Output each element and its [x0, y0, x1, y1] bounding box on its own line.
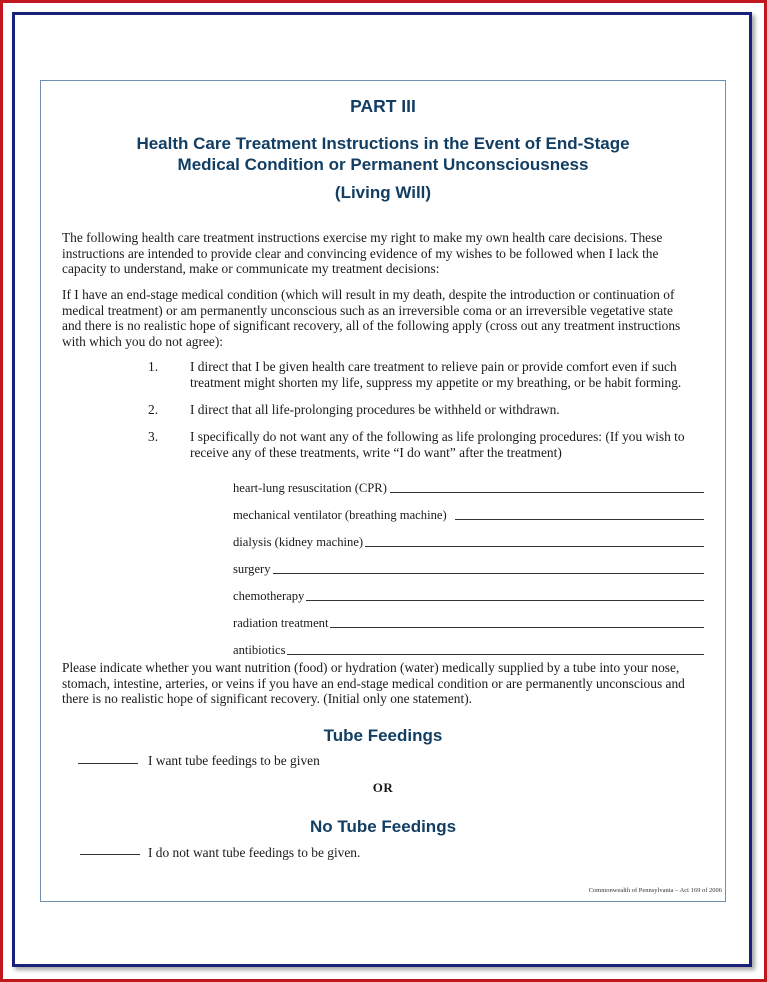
treatment-entry-line[interactable] — [365, 546, 704, 547]
conditions-line: with which you do not agree): — [62, 333, 224, 349]
treatment-row — [233, 523, 704, 550]
instruction-line: receive any of these treatments, write “I do want” after the treatment) — [190, 444, 562, 460]
tube-feedings-heading: Tube Feedings — [323, 726, 443, 745]
intro-paragraph — [62, 230, 722, 277]
treatment-entry-line[interactable] — [390, 492, 704, 493]
nutrition-line: Please indicate whether you want nutrition (food) or hydration (water) medically supplied by a tube into your nose, — [62, 660, 680, 675]
instruction-line: I direct that I be given health care treatment to relieve pain or provide comfort even if such — [190, 359, 677, 374]
no-tube-feedings-heading: No Tube Feedings — [309, 817, 457, 836]
title-line-2: Medical Condition or Permanent Unconsciousness — [177, 155, 589, 174]
treatment-row — [233, 550, 704, 577]
conditions-line: If I have an end-stage medical condition (which will result in my death, despite the introduction or continuation of — [62, 287, 675, 302]
treatment-entry-line[interactable] — [330, 627, 704, 628]
conditions-paragraph — [62, 287, 722, 349]
treatment-label: mechanical ventilator (breathing machine) — [233, 508, 447, 522]
treatment-row — [233, 496, 704, 523]
instruction-item — [190, 402, 720, 418]
intro-line: The following health care treatment instructions exercise my right to make my own health care decisions. These — [62, 230, 663, 245]
instruction-item — [190, 429, 720, 460]
tube-feedings-initial-line[interactable] — [78, 763, 138, 764]
item-number: 3. — [148, 429, 159, 444]
treatment-row — [233, 631, 704, 658]
no-tube-feedings-statement: I do not want tube feedings to be given. — [148, 845, 361, 860]
conditions-line: medical treatment) or am permanently unconscious such as an irreversible coma or an irreversible vegetative state — [62, 302, 673, 318]
item-number: 2. — [148, 402, 159, 417]
conditions-line: and there is no realistic hope of significant recovery, all of the following apply (cross out any treatment instructions — [62, 318, 681, 333]
instruction-line: I specifically do not want any of the following as life prolonging procedures: (If you wish to — [190, 429, 685, 444]
instruction-line: treatment might shorten my life, suppress my appetite or my breathing, or be habit forming. — [190, 374, 682, 390]
treatment-row — [233, 604, 704, 631]
intro-line: instructions are intended to provide clear and convincing evidence of my wishes to be followed when I lack the — [62, 245, 659, 261]
title-line-1: Health Care Treatment Instructions in the Event of End-Stage — [136, 134, 630, 153]
subtitle: (Living Will) — [334, 183, 432, 202]
footer-citation: Commonwealth of Pennsylvania – Act 169 of 2006 — [588, 887, 722, 894]
tube-feedings-statement: I want tube feedings to be given — [148, 753, 320, 768]
treatment-label: dialysis (kidney machine) — [233, 535, 364, 549]
treatment-entry-line[interactable] — [287, 654, 704, 655]
treatment-entry-line[interactable] — [455, 519, 704, 520]
nutrition-line: there is no realistic hope of significant recovery. (Initial only one statement). — [62, 691, 473, 706]
instruction-item — [190, 359, 720, 390]
treatment-list — [233, 469, 704, 658]
treatment-label: surgery — [233, 562, 271, 576]
no-tube-feedings-initial-line[interactable] — [80, 854, 140, 855]
or-separator: OR — [372, 780, 394, 795]
nutrition-paragraph — [62, 660, 722, 707]
treatment-label: radiation treatment — [233, 616, 329, 630]
treatment-label: heart-lung resuscitation (CPR) — [233, 481, 387, 495]
item-number: 1. — [148, 359, 159, 374]
intro-line: capacity to understand, make or communicate my treatment decisions: — [62, 261, 440, 276]
treatment-row — [233, 469, 704, 496]
treatment-entry-line[interactable] — [306, 600, 704, 601]
treatment-label: antibiotics — [233, 643, 286, 657]
treatment-row — [233, 577, 704, 604]
treatment-entry-line[interactable] — [273, 573, 704, 574]
part-heading: PART III — [350, 96, 416, 116]
treatment-label: chemotherapy — [233, 589, 305, 603]
nutrition-line: stomach, intestine, arteries, or veins if you have an end-stage medical condition or are permanently unconscious and — [62, 675, 685, 691]
instruction-line: I direct that all life-prolonging procedures be withheld or withdrawn. — [190, 402, 560, 417]
